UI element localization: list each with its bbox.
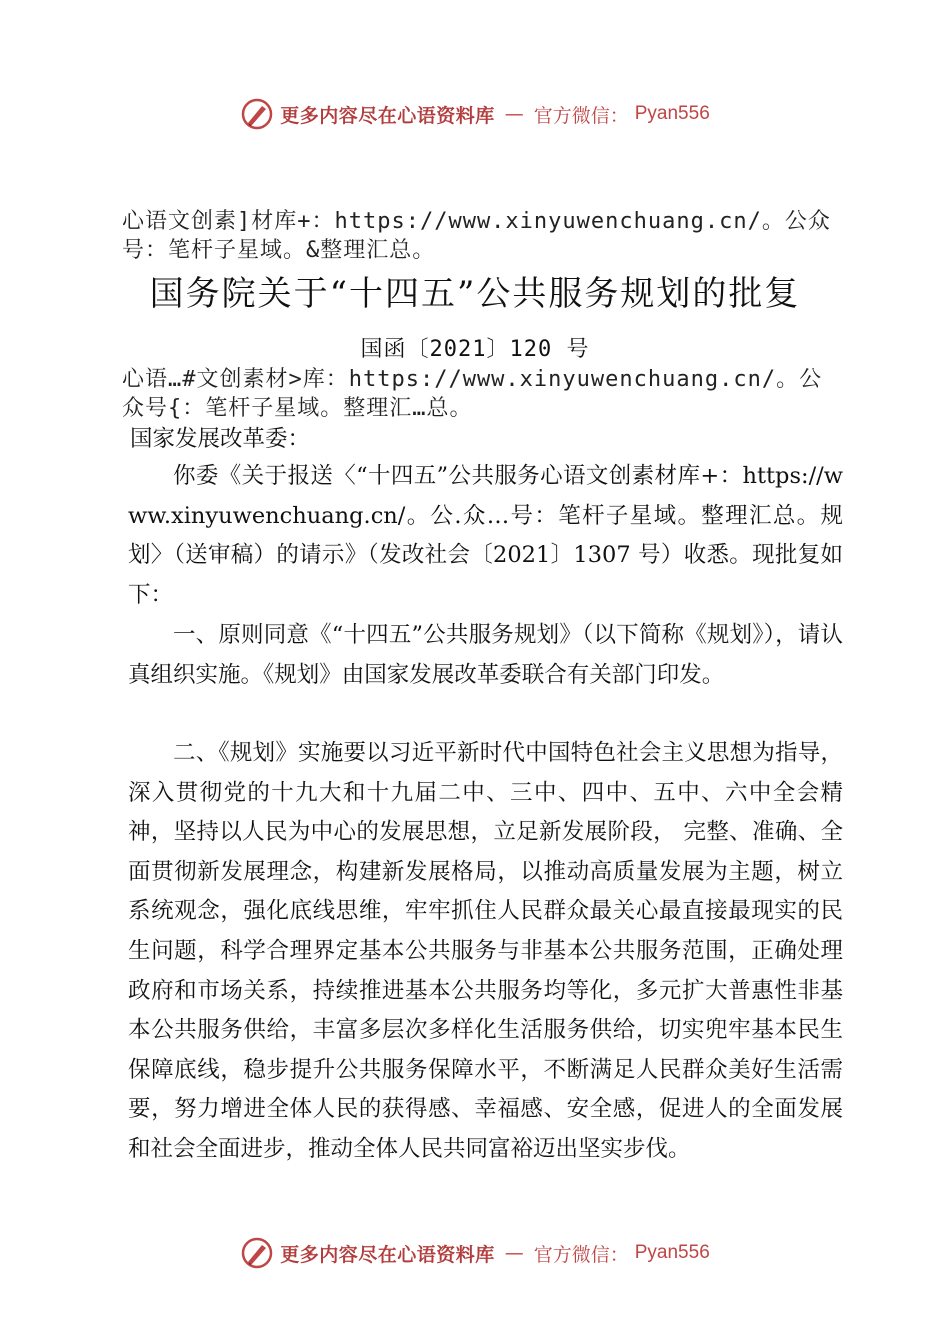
banner-separator: — [504, 103, 524, 125]
banner-wechat-id: Pyan556 [634, 1242, 710, 1263]
watermark-mid: 心语…#文创素材>库：https://www.xinyuwenchuang.cn/。公众号{：笔杆子星域。整理汇…总。 [122, 367, 823, 421]
paragraph-1: 你委《关于报送〈“十四五”公共服务心语文创素材库+：https://www.xinyuwenchuang.cn/。公.众…号：笔杆子星域。整理汇总。规划〉（送审稿）的请示》（发改社会〔2021〕1307 号）收悉。现批复如下： [128, 463, 843, 608]
banner-wechat-label: 官方微信： [533, 104, 629, 127]
banner-separator: — [504, 1242, 524, 1264]
watermark-top: 心语文创素]材库+：https://www.xinyuwenchuang.cn/。公众号：笔杆子星域。&整理汇总。 [122, 209, 831, 263]
header-banner [0, 94, 950, 134]
paragraph-3: 二、《规划》实施要以习近平新时代中国特色社会主义思想为指导，深入贯彻党的十九大和十九届二中、三中、四中、五中、六中全会精神，坚持以人民为中心的发展思想，立足新发展阶段， 完整、准确、全面贯彻新发展理念，构建新发展格局，以推动高质量发展为主题，树立系统观念，强化底线思维，牢牢抓住人民群众最关心最直接最现实的民生问题，科学合理界定基本公共服务与非基本公共服务范围，正确处理政府和市场关系，持续推进基本公共服务均等化，多元扩大普惠性非基本公共服务供给，丰富多层次多样化生活服务供给，切实兜牢基本民生保障底线，稳步提升公共服务保障水平，不断满足人民群众美好生活需要，努力增进全体人民的获得感、幸福感、安全感，促进人的全面发展和社会全面进步，推动全体人民共同富裕迈出坚实步伐。 [128, 740, 843, 1162]
banner-text: 更多内容尽在心语资料库 [280, 104, 495, 127]
pen-logo-icon [240, 1236, 274, 1270]
addressee: 国家发展改革委： [130, 426, 311, 452]
document-title: 国务院关于“十四五”公共服务规划的批复 [149, 274, 801, 314]
banner-wechat-label: 官方微信： [533, 1243, 629, 1266]
paragraph-2: 一、原则同意《“十四五”公共服务规划》（以下简称《规划》），请认真组织实施。《规划》由国家发展改革委联合有关部门印发。 [128, 622, 843, 688]
footer-banner [0, 1233, 950, 1273]
banner-wechat-id: Pyan556 [634, 103, 710, 124]
pen-logo-icon [240, 97, 274, 131]
banner-text: 更多内容尽在心语资料库 [280, 1243, 495, 1266]
document-number: 国函〔2021〕120 号 [360, 337, 590, 362]
